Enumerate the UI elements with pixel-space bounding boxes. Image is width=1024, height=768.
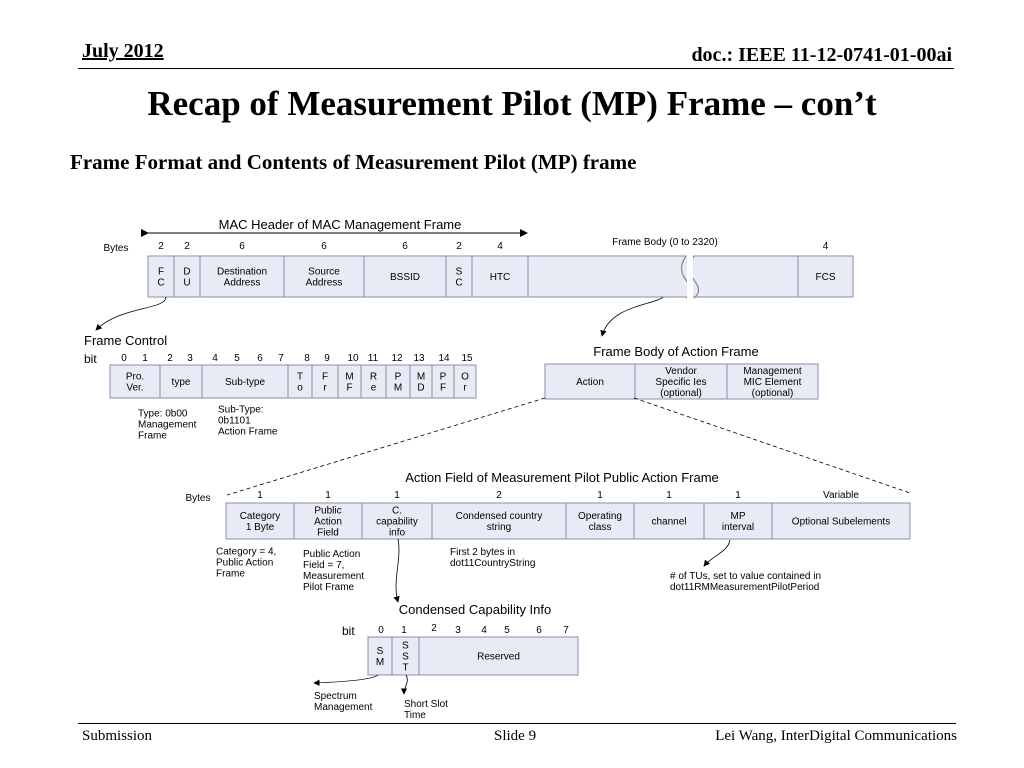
mac-field-byte-count: 6 <box>402 241 408 252</box>
frame-control-bit-label: bit <box>84 352 97 366</box>
mac-field-byte-count: 2 <box>184 241 190 252</box>
fc-field-label: P <box>394 371 402 383</box>
action-field-byte-count: 1 <box>394 490 400 501</box>
fc-field-label: r <box>323 382 327 394</box>
mac-field-label: FCS <box>815 272 836 283</box>
fc-type-note-line: Type: 0b00 <box>138 408 188 420</box>
action-field-label: channel <box>651 516 687 528</box>
category-note <box>216 547 276 580</box>
mac-field-label: D <box>183 266 191 278</box>
mac-field-byte-count: 6 <box>321 241 327 252</box>
mac-field-label: Address <box>305 277 343 289</box>
action-field-label: Field <box>317 527 339 539</box>
footer-author: Lei Wang, InterDigital Communications <box>715 728 957 744</box>
fc-bit-number: 15 <box>461 353 473 364</box>
fc-field-label: r <box>463 382 467 394</box>
footer-submission: Submission <box>82 728 153 744</box>
cc-bit-number: 7 <box>563 625 569 636</box>
fc-bit-number: 14 <box>438 353 450 364</box>
fc-field-label: M <box>416 371 426 383</box>
action-field-title: Action Field of Measurement Pilot Public Action Frame <box>405 470 719 485</box>
fc-bit-number: 4 <box>212 353 218 364</box>
fc-field-label: M <box>345 371 354 383</box>
action-field-label: capability <box>376 516 418 528</box>
fc-field-label: M <box>393 382 403 394</box>
capability-field-label: M <box>375 657 385 668</box>
category-note-line: Frame <box>216 568 245 580</box>
fc-bit-number: 9 <box>324 353 330 364</box>
action-bytes-label: Bytes <box>185 493 211 504</box>
fc-field-label: F <box>321 371 329 383</box>
mac-field-label: C <box>157 277 165 289</box>
cc-bit-number: 0 <box>378 625 384 636</box>
mac-field-label: F <box>157 266 165 278</box>
category-note-line: Public Action <box>216 557 274 569</box>
action-body-field-label: (optional) <box>660 388 702 399</box>
mac-header-span-label: MAC Header of MAC Management Frame <box>218 217 462 232</box>
action-body-field-label: Vendor <box>665 366 697 377</box>
fc-bit-number: 6 <box>257 353 263 364</box>
fc-field-label: type <box>171 377 191 388</box>
fc-subtype-note-line: Sub-Type: <box>218 404 264 416</box>
frame-body-length-label: Frame Body (0 to 2320) <box>612 237 718 248</box>
fc-bit-number: 1 <box>142 353 148 364</box>
public-action-note-line: Public Action <box>303 549 361 560</box>
cc-bit-number: 5 <box>504 625 510 636</box>
cc-bit-number: 4 <box>481 625 487 636</box>
mac-field-label: C <box>455 277 463 289</box>
country-string-note <box>450 547 535 569</box>
fc-bit-number: 11 <box>367 353 379 364</box>
action-field-byte-count: 1 <box>597 490 603 501</box>
capability-callout-arrow <box>396 539 399 602</box>
fc-bit-number: 0 <box>121 353 127 364</box>
mac-field-label: Address <box>223 277 261 289</box>
frame-control-title: Frame Control <box>84 333 168 348</box>
action-field-label: string <box>486 522 512 533</box>
public-action-note-line: Field = 7, <box>303 560 345 571</box>
mac-field-byte-count: 4 <box>822 241 829 252</box>
action-field-label: Operating <box>578 511 622 522</box>
action-body-title: Frame Body of Action Frame <box>593 344 759 359</box>
action-body-row <box>545 364 818 399</box>
action-field-label: Category <box>239 511 281 522</box>
cc-bit-number: 3 <box>455 625 461 636</box>
action-field-row <box>226 490 910 539</box>
mp-interval-callout-arrow <box>704 540 730 566</box>
fc-field-label: F <box>439 382 447 394</box>
mac-field-label: U <box>183 277 191 289</box>
sm-callout-arrow <box>314 675 378 683</box>
mac-field-byte-count: 4 <box>497 241 503 252</box>
fc-field-label: D <box>417 382 425 394</box>
footer-rule <box>78 723 956 724</box>
capability-field-label: S <box>402 640 409 652</box>
category-note-line: Category = 4, <box>216 546 277 558</box>
fc-bit-number: 13 <box>413 353 425 364</box>
fc-bit-number: 8 <box>304 353 310 364</box>
header-date: July 2012 <box>82 40 164 62</box>
capability-field-label: Reserved <box>477 651 520 663</box>
action-body-field-label: (optional) <box>751 388 794 399</box>
fc-field-label: Sub-type <box>224 377 266 388</box>
action-field-label: Action <box>314 516 342 528</box>
mac-field-label: S <box>455 266 463 278</box>
capability-row <box>368 637 578 675</box>
page-title: Recap of Measurement Pilot (MP) Frame – con’t <box>147 84 877 123</box>
sm-note-line: Spectrum <box>314 691 357 702</box>
mac-field-byte-count: 6 <box>239 241 245 252</box>
action-body-field-label: Management <box>743 366 802 377</box>
sst-note-line: Short Slot <box>404 699 448 710</box>
cc-bit-number: 2 <box>431 623 437 634</box>
action-field-label: Condensed country <box>455 511 543 522</box>
public-action-note-line: Measurement <box>303 571 365 582</box>
fc-type-note-line: Management <box>138 419 197 431</box>
public-action-note-line: Pilot Frame <box>303 582 355 593</box>
capability-field-label: S <box>402 651 409 663</box>
fc-field-label: F <box>346 382 353 394</box>
footer-slide-number: Slide 9 <box>494 728 537 744</box>
action-body-field-label: Action <box>576 377 604 388</box>
mac-field-label: Source <box>308 266 340 278</box>
header-doc-id: doc.: IEEE 11-12-0741-01-00ai <box>691 44 952 66</box>
fc-bit-number: 5 <box>234 353 240 364</box>
fc-field-label: Pro. <box>125 371 145 383</box>
short-slot-time-note <box>404 699 448 721</box>
action-body-field-label: Specific Ies <box>655 377 707 388</box>
mac-field-label: HTC <box>489 272 511 283</box>
sst-callout-arrow <box>404 675 407 694</box>
action-field-label: C. <box>392 505 402 517</box>
page-subtitle: Frame Format and Contents of Measurement Pilot (MP) frame <box>70 150 637 174</box>
fc-field-label: P <box>439 371 447 383</box>
action-field-label: class <box>588 522 612 533</box>
fc-bit-number: 7 <box>278 353 284 364</box>
fc-bit-number: 10 <box>347 353 359 364</box>
frame-control-type-note <box>138 409 197 442</box>
frame-control-bit-numbers <box>121 353 473 364</box>
sst-note-line: Time <box>404 710 426 721</box>
action-field-byte-count: 2 <box>496 490 502 501</box>
action-field-byte-count: 1 <box>325 490 331 501</box>
capability-bit-numbers <box>378 623 569 636</box>
fc-bit-number: 12 <box>391 353 403 364</box>
mac-field-label: BSSID <box>389 272 421 283</box>
mac-field-byte-count: 2 <box>158 241 164 252</box>
frame-control-row <box>110 365 476 398</box>
fc-type-note-line: Frame <box>138 430 167 442</box>
action-field-byte-count: 1 <box>257 490 263 501</box>
cc-bit-number: 1 <box>401 625 407 636</box>
frame-control-subtype-note <box>218 405 278 438</box>
public-action-note <box>303 549 364 593</box>
sm-note-line: Management <box>314 702 373 713</box>
capability-field-label: S <box>376 646 384 657</box>
cc-bit-number: 6 <box>536 625 542 636</box>
fc-field-label: e <box>370 382 377 394</box>
fc-subtype-note-line: Action Frame <box>218 426 278 438</box>
country-note-line: First 2 bytes in <box>450 547 516 558</box>
country-note-line: dot11CountryString <box>450 558 536 569</box>
mac-bytes-label: Bytes <box>103 243 129 254</box>
fc-field-label: O <box>461 371 469 383</box>
action-field-label: interval <box>721 522 755 533</box>
fc-field-label: o <box>297 382 303 394</box>
action-field-byte-count: Variable <box>823 490 859 501</box>
fc-bit-number: 3 <box>187 353 193 364</box>
action-field-label: MP <box>730 511 746 522</box>
capability-bit-label: bit <box>342 624 355 638</box>
mac-field-box <box>528 256 798 297</box>
action-field-byte-count: 1 <box>735 490 741 501</box>
action-body-field-label: MIC Element <box>743 377 802 388</box>
action-field-label: 1 Byte <box>245 522 275 533</box>
fc-field-label: T <box>296 371 304 383</box>
action-field-label: info <box>388 527 406 539</box>
fc-field-label: Ver. <box>126 382 144 394</box>
mp-note-line: # of TUs, set to value contained in <box>670 571 822 582</box>
spectrum-management-note <box>314 691 373 713</box>
action-field-label: Public <box>314 505 342 517</box>
action-field-byte-count: 1 <box>666 490 672 501</box>
mac-field-byte-count: 2 <box>456 241 462 252</box>
capability-field-label: T <box>402 662 409 674</box>
body-callout-arrow <box>602 297 663 336</box>
fc-subtype-note-line: 0b1101 <box>218 415 251 427</box>
mac-field-label: Destination <box>216 266 268 278</box>
mp-note-line: dot11RMMeasurementPilotPeriod <box>670 582 820 593</box>
fc-callout-arrow <box>96 297 166 330</box>
capability-title: Condensed Capability Info <box>398 602 552 617</box>
fc-field-label: R <box>369 371 378 383</box>
fc-bit-number: 2 <box>167 353 173 364</box>
action-field-label: Optional Subelements <box>791 516 891 528</box>
mac-header-row <box>148 241 853 297</box>
mp-interval-note <box>670 571 821 593</box>
